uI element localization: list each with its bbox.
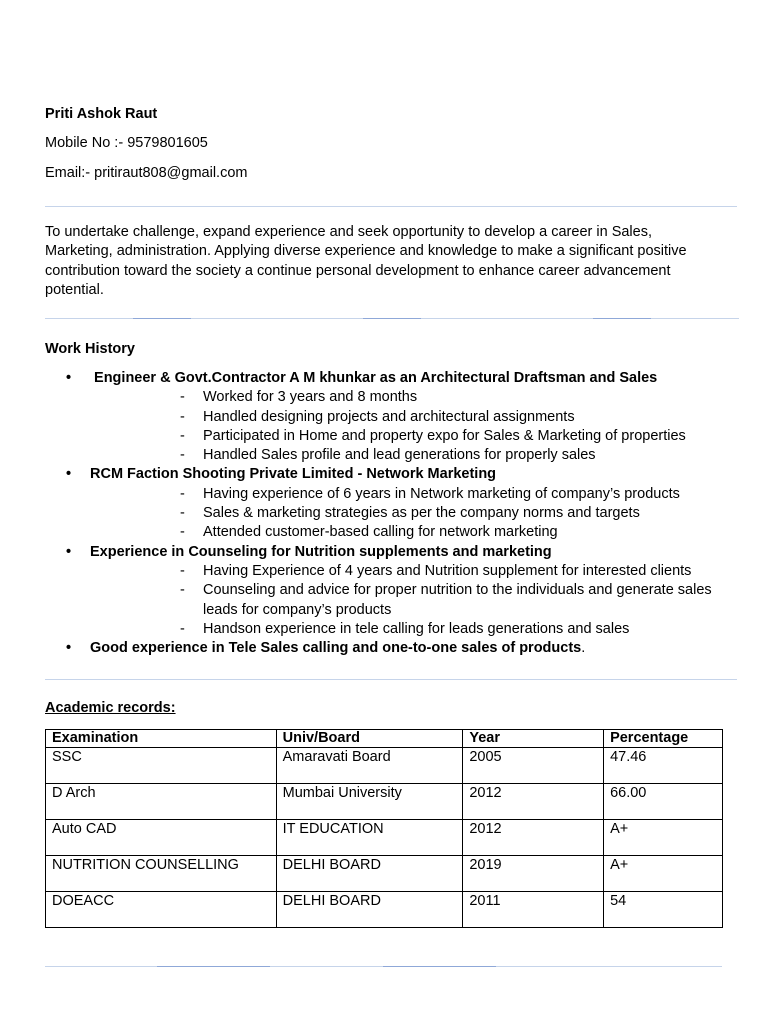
work-item-title: Experience in Counseling for Nutrition supplements and marketing — [90, 543, 552, 560]
dash-icon: - — [180, 427, 185, 444]
table-cell: Amaravati Board — [276, 748, 463, 784]
column-header: Percentage — [604, 730, 723, 748]
table-row — [46, 892, 723, 928]
email-address: Email:- pritiraut808@gmail.com — [45, 165, 248, 181]
table-cell: Auto CAD — [46, 820, 277, 856]
divider-2 — [45, 318, 739, 319]
dash-icon: - — [180, 408, 185, 425]
work-item-title: Good experience in Tele Sales calling and one-to-one sales of products — [90, 640, 582, 657]
work-point: - Having Experience of 4 years and Nutrition supplement for interested clients — [90, 562, 743, 581]
bullet-icon: • — [66, 543, 72, 560]
table-cell: 2019 — [463, 856, 604, 892]
table-cell: 2005 — [463, 748, 604, 784]
work-history-heading: Work History — [45, 341, 135, 357]
dash-icon: - — [180, 620, 185, 637]
dash-icon: - — [180, 485, 185, 502]
table-cell: 66.00 — [604, 784, 723, 820]
table-header-row — [46, 730, 723, 748]
academic-table — [45, 729, 723, 928]
table-cell: 47.46 — [604, 748, 723, 784]
mobile-number: Mobile No :- 9579801605 — [45, 135, 208, 151]
career-objective: To undertake challenge, expand experience and seek opportunity to develop a career in Sales, Marketing, administration. Applying diverse experience and knowledge to make a significant positive contribution toward the society a continue personal development to enhance career advancement potential. — [45, 224, 687, 298]
work-point: - Counseling and advice for proper nutrition to the individuals and generate sales leads for company’s products — [180, 582, 712, 618]
work-item-title: Engineer & Govt.Contractor A M khunkar as an Architectural Draftsman and Sales — [90, 370, 658, 386]
work-point: - Sales & marketing strategies as per the company norms and targets — [90, 504, 743, 523]
table-cell: Mumbai University — [276, 784, 463, 820]
bullet-icon: • — [66, 640, 72, 657]
table-row — [46, 820, 723, 856]
dash-icon: - — [180, 562, 185, 579]
work-item-1 — [45, 369, 745, 465]
table-cell: IT EDUCATION — [276, 820, 463, 856]
bullet-icon: • — [66, 466, 72, 483]
table-cell: 54 — [604, 892, 723, 928]
column-header: Year — [463, 730, 604, 748]
work-item-suffix: . — [581, 640, 586, 657]
column-header: Examination — [46, 730, 277, 748]
work-point: - Handson experience in tele calling for leads generations and sales — [90, 620, 743, 639]
table-cell: DOEACC — [46, 892, 277, 928]
table-cell: DELHI BOARD — [276, 892, 463, 928]
bullet-icon: • — [66, 370, 72, 386]
divider-1 — [45, 206, 737, 207]
table-row — [46, 748, 723, 784]
work-item-2 — [45, 465, 745, 542]
table-row — [46, 784, 723, 820]
work-point: - Having experience of 6 years in Network marketing of company’s products — [90, 485, 743, 504]
work-item-4 — [45, 639, 745, 658]
academic-heading: Academic records: — [45, 700, 176, 716]
work-item-title: RCM Faction Shooting Private Limited - Network Marketing — [90, 466, 497, 483]
work-item-3 — [45, 543, 745, 639]
dash-icon: - — [180, 524, 185, 541]
work-point: - Attended customer-based calling for network marketing — [90, 523, 743, 542]
table-cell: A+ — [604, 820, 723, 856]
column-header: Univ/Board — [276, 730, 463, 748]
table-cell: D Arch — [46, 784, 277, 820]
table-cell: 2012 — [463, 784, 604, 820]
dash-icon: - — [180, 447, 185, 464]
work-point: - Worked for 3 years and 8 months — [90, 388, 743, 407]
work-point: - Participated in Home and property expo for Sales & Marketing of properties — [90, 427, 743, 446]
dash-icon: - — [180, 582, 185, 599]
table-cell: SSC — [46, 748, 277, 784]
work-history-list — [45, 369, 745, 658]
table-cell: A+ — [604, 856, 723, 892]
table-cell: DELHI BOARD — [276, 856, 463, 892]
table-row — [46, 856, 723, 892]
dash-icon: - — [180, 389, 185, 406]
candidate-name: Priti Ashok Raut — [45, 106, 158, 122]
table-cell: 2011 — [463, 892, 604, 928]
dash-icon: - — [180, 505, 185, 522]
divider-4 — [45, 966, 722, 967]
divider-3 — [45, 679, 737, 680]
work-point: - Handled Sales profile and lead generations for properly sales — [90, 446, 743, 465]
table-cell: 2012 — [463, 820, 604, 856]
table-cell: NUTRITION COUNSELLING — [46, 856, 277, 892]
work-point: - Handled designing projects and architectural assignments — [90, 408, 743, 427]
